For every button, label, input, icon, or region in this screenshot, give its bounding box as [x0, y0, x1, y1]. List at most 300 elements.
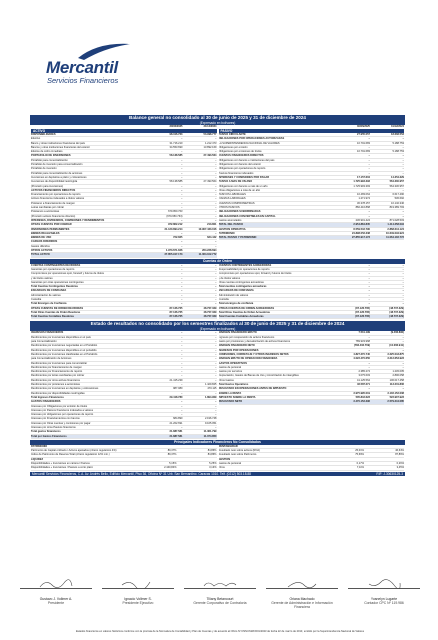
row-value: –: [215, 263, 217, 267]
row-value: –: [181, 352, 183, 356]
row-value: 4.022.470.650: [353, 357, 370, 361]
row-label: PASIVO CIRCULANTE: [218, 133, 246, 136]
row-label: Intereses por obligaciones por operaciones de reporto: [31, 413, 94, 417]
row-label: Total Cuentas Contables Acreedoras: [218, 315, 264, 319]
row-value: (48.707.329): [389, 306, 404, 310]
row-value: –: [181, 297, 183, 301]
row-label: CUENTAS CONTINGENTES DEUDORAS: [31, 263, 81, 267]
footer-bar: [30, 472, 405, 476]
row-value: 3.225.043.875: [387, 352, 404, 356]
activo-rows: [31, 133, 217, 258]
row-label: LA SUPERINTENDENCIA NACIONAL DE VALORES: [218, 141, 280, 145]
row-value: 5,15%: [169, 462, 177, 466]
row-value: 34.553.690: [169, 145, 183, 149]
row-value: –: [368, 348, 370, 352]
row-value: –: [368, 158, 370, 162]
row-value: 1.894.909: [204, 395, 217, 399]
row-value: 11.074.850: [203, 434, 217, 438]
row-value: –: [402, 188, 404, 192]
row-label: y de títulos valores: [218, 276, 241, 280]
row-value: –: [402, 137, 404, 141]
row-label: Inversiones en depósitos a plazo y colocaciones: [31, 175, 87, 179]
row-value: 31.716.210: [169, 141, 183, 145]
row-value: 113.201.806: [389, 383, 404, 387]
row-value: 4.827.270.740: [353, 352, 370, 356]
row-value: 564.330.957: [389, 184, 404, 188]
indicadores-left-rows: [30, 445, 218, 471]
row-value: 9.165.051: [204, 421, 217, 425]
row-value: –: [181, 263, 183, 267]
row-value: –: [215, 231, 217, 235]
row-label: Bancos y otras instituciones financieras del exterior: [31, 145, 90, 149]
row-value: 0,26%: [396, 462, 404, 466]
row-value: –: [368, 280, 370, 284]
row-value: 106.017.458: [389, 378, 404, 382]
row-value: 10.791.683: [357, 150, 370, 154]
row-label: Administración de valores: [218, 293, 249, 297]
pasivo-rows: [219, 133, 405, 240]
row-label: Resultado neto sobre activos (ROA): [218, 449, 261, 453]
row-label: Depreciación, Gastos de Bienes de Uso y Amortización de intangibles: [218, 374, 299, 378]
row-value: –: [402, 289, 404, 293]
resultados-columns: [30, 331, 405, 438]
row-label: OTROS ACTIVOS: [31, 249, 53, 253]
row-value: 505.842.623: [355, 395, 370, 399]
row-label: Intereses por otros Pasivos financieros: [31, 426, 76, 429]
row-value: –: [215, 244, 217, 248]
row-label: Obligaciones con bancos e instituciones del país: [218, 158, 275, 162]
row-label: Total Cuentas Contingentes Deudoras: [31, 285, 78, 289]
row-label: Total encargos de confianza: [218, 302, 254, 306]
row-value: 46,64%: [395, 449, 404, 453]
row-label: Total Encargos de Confianza: [31, 302, 67, 306]
row-label: Gastos acumulados: [218, 218, 242, 222]
resultados-left-rows: [30, 331, 218, 438]
row-label: CARGOS DIFERIDOS: [31, 240, 58, 244]
row-value: 2.196.748: [204, 417, 217, 421]
row-value: –: [215, 276, 217, 280]
row-value: 10.791.683: [357, 141, 370, 145]
row-value: 871.028.503: [389, 218, 404, 222]
row-value: –: [368, 297, 370, 301]
row-label: (Provisión para inversiones): [31, 184, 64, 188]
row-label: Compromisos por operaciones spot, forward y futuros de títulos: [31, 272, 104, 276]
row-label: Efectivo: [31, 137, 41, 141]
row-value: 2.896.058: [392, 374, 404, 378]
resultados-title: Estado de resultados no consolidado por los semestres finalizados al 30 de junio de 2025 y 31 de diciembre de 2024: [90, 321, 345, 327]
row-value: –: [181, 383, 183, 387]
row-label: OTROS PASIVOS: [218, 206, 240, 210]
row-label: Ingresos por recuperación de activos financieros: [218, 335, 275, 339]
row-value: –: [215, 158, 217, 162]
row-label: Total Cuentas Contables Deudoras: [31, 315, 74, 319]
row-value: –: [181, 344, 183, 348]
row-label: Disponibilidades + Inversiones / Pasivos a corto plazo: [31, 466, 93, 470]
row-value: –: [215, 201, 217, 205]
row-value: –: [368, 272, 370, 276]
row-value: 14.354.329: [391, 175, 404, 179]
row-label: Total Otras Cuentas de Orden Acreedoras: [218, 310, 270, 314]
row-value: (679.950.763): [166, 214, 183, 218]
row-label: FIANZAS LABORALES: [218, 197, 246, 201]
brand-name: Mercantil: [46, 58, 118, 77]
row-label: Rendimientos por letras cambiarias por cobrar: [31, 374, 85, 378]
row-value: –: [402, 267, 404, 271]
row-value: –: [215, 193, 217, 197]
signature-name: Ignacio Vollmer S.: [124, 597, 152, 601]
row-value: –: [181, 370, 183, 374]
signature-4: [266, 588, 338, 609]
row-value: 3.212.653.923: [387, 357, 404, 361]
row-value: 21.202.691: [169, 421, 183, 425]
row-value: –: [402, 297, 404, 301]
row-label: Intereses por Obligaciones por emisión de títulos: [31, 404, 88, 408]
row-label: RESULTADO NETO: [218, 400, 243, 404]
row-value: (87.126.765): [355, 310, 370, 314]
row-value: 21.415.239: [169, 378, 183, 382]
row-value: 2.579.244.085: [387, 400, 404, 404]
row-value: 11.064.102.772: [386, 236, 404, 240]
row-value: 1.271.974: [358, 197, 370, 201]
row-label: Portafolio de inversión: [31, 167, 57, 171]
row-label: COMISIONES, CORRETAJE Y OTROS INGRESOS NETOS: [218, 352, 289, 356]
row-value: –: [181, 167, 183, 171]
row-value: –: [215, 370, 217, 374]
row-value: 17.157.604: [357, 175, 370, 179]
row-value: 10.649.094.924: [385, 231, 404, 235]
row-value: –: [181, 188, 183, 192]
table-row: [219, 315, 405, 319]
row-value: –: [215, 214, 217, 218]
row-value: –: [368, 293, 370, 297]
row-label: SOBRE LA RENTA: [218, 391, 242, 395]
row-value: 58.138.585: [169, 154, 183, 158]
row-value: 972.862.212: [168, 223, 183, 227]
row-value: –: [215, 289, 217, 293]
indicadores-title-bar: Principales Indicadores Financieros No Consolidados: [30, 440, 405, 445]
balance-columns: [30, 125, 405, 258]
row-label: OTRAS CUENTAS DE ORDEN DEUDORAS: [31, 306, 84, 310]
row-value: 1.429.825: [204, 383, 217, 387]
row-label: Intereses por Financiamientos con bancos: [31, 417, 80, 421]
row-value: 87.126.765: [169, 310, 183, 314]
row-value: –: [181, 206, 183, 210]
row-value: 564.330.957: [389, 180, 404, 184]
row-value: (10.066.941): [389, 344, 404, 348]
row-value: 21.887.581: [169, 434, 183, 438]
row-value: –: [402, 335, 404, 339]
row-value: –: [215, 361, 217, 365]
row-value: 87.126.765: [169, 306, 183, 310]
row-value: (87.126.765): [355, 306, 370, 310]
row-value: [324, 458, 364, 461]
signature-5: [348, 588, 420, 609]
signature-scribble-icon: [366, 579, 402, 589]
row-value: –: [215, 184, 217, 188]
orden-columns: [30, 264, 405, 320]
row-value: –: [181, 240, 183, 244]
row-value: –: [368, 163, 370, 167]
row-value: –: [368, 335, 370, 339]
row-value: –: [215, 218, 217, 222]
row-label: para Comercialización: [31, 340, 57, 344]
row-value: 11.361.799: [203, 430, 217, 434]
row-value: 3.075.603: [358, 374, 370, 378]
row-value: –: [402, 263, 404, 267]
row-value: –: [215, 293, 217, 297]
row-value: 27.855.917.173: [164, 253, 183, 257]
row-value: –: [215, 331, 217, 335]
row-value: –: [181, 293, 183, 297]
row-label: Rendimientos por Financiamiento de reporto: [31, 370, 83, 374]
row-value: (9.466.890): [390, 331, 404, 335]
row-value: 27.855.917.173: [351, 236, 370, 240]
row-value: –: [181, 365, 183, 369]
row-value: 5,25%: [209, 462, 217, 466]
signature-scribble-icon: [202, 579, 238, 589]
row-value: –: [181, 175, 183, 179]
row-label: Obligaciones por emisión: [218, 145, 248, 149]
row-label: INTERESES, DIVIDENDOS, COMISIONES Y RENDIMIENTOS: [31, 218, 105, 222]
row-label: Banco y otras instituciones financieras del país: [31, 141, 85, 145]
row-value: –: [368, 361, 370, 365]
row-value: –: [181, 340, 183, 344]
row-label: Efectos de cobro inmediato: [31, 150, 63, 154]
signature-role: Presidente: [47, 601, 65, 605]
row-label: INGRESOS POR OPERACIONES: [218, 348, 259, 352]
row-label: Intereses por Otras cuentas y comisiones por pagar: [31, 421, 91, 425]
row-label: OTRAS CUENTAS DE ORDEN ACREEDORAS: [218, 306, 275, 310]
row-label: Portafolio para comercialización de acciones: [31, 171, 83, 175]
row-value: 41.125.564: [357, 378, 370, 382]
row-value: 5.188.753: [392, 141, 404, 145]
row-value: –: [368, 214, 370, 218]
col-date-2: 31/12/2024: [203, 125, 217, 128]
row-value: 46.587.271: [357, 383, 370, 387]
signature-scribble-icon: [284, 579, 320, 589]
row-value: 27.493.564: [203, 154, 217, 158]
signature-role: Presidente Ejecutivo: [122, 601, 154, 605]
row-value: 634.442: [207, 236, 217, 240]
signature-scribble-icon: [120, 579, 156, 589]
row-value: 3,13%: [209, 466, 217, 470]
table-row: [31, 435, 217, 439]
row-value: 10.132.346: [391, 201, 404, 205]
signature-name: Tiliany Betancourt: [206, 597, 234, 601]
row-value: –: [181, 201, 183, 205]
row-label: PORTAFOLIO DE INVERSIONES: [31, 154, 71, 158]
row-value: –: [215, 344, 217, 348]
row-value: 30.378.157: [357, 201, 370, 205]
row-value: –: [368, 145, 370, 149]
row-value: –: [215, 167, 217, 171]
row-value: –: [402, 158, 404, 162]
row-value: –: [368, 289, 370, 293]
row-value: –: [402, 348, 404, 352]
row-value: –: [368, 302, 370, 306]
row-value: –: [181, 391, 183, 395]
row-value: 25,01%: [355, 449, 364, 453]
signature-role: Gerente Corporativo de Contraloría: [193, 601, 247, 605]
balance-subtitle: (Expresado en bolívares): [199, 121, 236, 125]
row-label: BIENES DE USO: [31, 236, 52, 240]
row-value: –: [402, 293, 404, 297]
pasivo-header: [219, 125, 405, 129]
row-value: 3.102.152.008: [387, 391, 404, 395]
row-value: –: [402, 280, 404, 284]
row-value: 1.725.993.393: [353, 180, 370, 184]
row-value: 2.868.644.124: [387, 227, 404, 231]
balance-title: Balance general no consolidado al 30 de junio de 2025 y 31 de diciembre de 2024: [129, 115, 306, 120]
col-date-2: 31/12/2024: [391, 125, 404, 128]
row-value: –: [181, 413, 183, 417]
row-value: 1.973.671.846: [165, 249, 183, 253]
row-value: (87.126.765): [355, 315, 370, 319]
row-label: GASTOS FINANCIEROS: [31, 400, 61, 404]
row-label: Custodia: [218, 297, 229, 301]
row-label: Rendimientos por inversiones clasificadas en el Portafolio: [31, 352, 98, 356]
row-value: 98.316.763: [169, 133, 183, 136]
row-value: –: [181, 400, 183, 404]
row-label: OBLIGACIONES SUBORDINADAS: [218, 210, 261, 214]
row-value: –: [215, 210, 217, 214]
row-label: IMPUESTO SOBRE LA RENTA: [218, 395, 256, 399]
row-label: Gastos de personal: [218, 365, 241, 369]
row-value: 11.064.102.772: [198, 253, 217, 257]
row-value: –: [368, 365, 370, 369]
row-label: Rendimientos por inversiones disponibles en el portafolio: [31, 348, 97, 352]
row-label: Letras cambiarias por cobrar: [31, 206, 65, 210]
row-label: Índice de Patrimonio de Reserva Total (criterio regulatorio 12% mín.): [31, 453, 110, 457]
row-value: –: [215, 413, 217, 417]
row-label: INVERSIONES PERMANENTES: [31, 227, 70, 231]
row-value: –: [181, 171, 183, 175]
pasivo-column: [218, 125, 406, 258]
activo-section-header: ACTIVO: [31, 129, 217, 134]
row-label: Rendimientos por otros activos financieros: [31, 378, 80, 382]
orden-title-bar: Cuentas de Orden: [30, 259, 405, 264]
row-value: –: [402, 365, 404, 369]
row-label: Garantías por operaciones de reporto: [31, 267, 75, 271]
row-value: 21.120.894.214: [164, 227, 183, 231]
pasivo-section-header: PASIVO: [219, 129, 405, 134]
footer-address: Mercantil Servicios Financieros, C.A. Av. Andrés Bello, Edificio Mercantil, Piso 36, Oficina Nº 31 Urb. San Bernardino. Caracas 1010. Telf. (0212) 503.18.88: [32, 471, 251, 476]
signature-scribble-icon: [38, 579, 74, 589]
row-value: –: [215, 357, 217, 361]
row-label: GESTIÓN OPERATIVA: [218, 227, 246, 231]
row-label: Total Ingresos Financieros: [31, 395, 64, 399]
row-label: RENTABILIDAD: [218, 444, 238, 448]
row-value: –: [215, 240, 217, 244]
row-value: 536.692: [394, 197, 404, 201]
brand-tagline: Servicios Financieros: [47, 76, 119, 85]
indicadores-columns: [30, 445, 405, 471]
row-value: 1.725.993.393: [353, 184, 370, 188]
row-label: Otros Gastos: [218, 378, 234, 382]
row-label: Obligaciones con bancos a más de un año: [218, 184, 268, 188]
row-value: [137, 458, 177, 461]
row-value: –: [181, 276, 183, 280]
row-value: 789.933.968: [355, 340, 370, 344]
row-value: 679.950.763: [168, 210, 183, 214]
row-value: –: [402, 285, 404, 289]
row-value: –: [402, 340, 404, 344]
row-value: 27.955.057: [357, 133, 370, 136]
row-value: 3.975.995.019: [353, 391, 370, 395]
row-value: –: [215, 365, 217, 369]
row-value: –: [181, 184, 183, 188]
row-label: Garantías por otras operaciones contingentes: [31, 280, 84, 284]
row-value: (48.707.329): [389, 310, 404, 314]
row-label: LIQUIDEZ: [31, 457, 44, 461]
row-value: –: [215, 340, 217, 344]
row-value: (48.707.329): [389, 315, 404, 319]
row-label: Otras obligaciones a más de un año: [218, 188, 261, 192]
indicadores-right-rows: [218, 445, 406, 471]
row-value: –: [402, 210, 404, 214]
row-value: –: [181, 302, 183, 306]
row-label: MARGEN FINANCIERO BRUTO: [218, 331, 257, 335]
row-label: RESULTADO EN OPERACIONES ANTES DE IMPUESTO: [218, 387, 287, 391]
row-value: –: [181, 193, 183, 197]
row-value: –: [368, 276, 370, 280]
row-value: –: [215, 374, 217, 378]
row-label: OBLIGACIONES POR OPERACIONES AUTORIZADAS: [218, 137, 285, 141]
row-label: ENCARGOS DE CONFIANZA: [218, 289, 254, 293]
row-value: 2.954.884.835: [353, 223, 370, 227]
signature-name: Yusnelyn Lugarte: [370, 597, 398, 601]
row-label: Otros: [218, 466, 225, 470]
row-value: –: [215, 285, 217, 289]
row-value: –: [402, 361, 404, 365]
row-value: [324, 445, 364, 448]
row-value: [177, 445, 217, 448]
resultados-title-bar: [30, 321, 405, 331]
row-value: (782.402.769): [353, 344, 370, 348]
row-value: [177, 458, 217, 461]
row-value: –: [215, 302, 217, 306]
row-label: PASIVO A MÁS DE UN AÑO: [218, 180, 253, 184]
row-value: –: [181, 289, 183, 293]
footer-rif: RIF: J-30630125-3: [376, 471, 403, 476]
col-date-1: 30/06/2025: [169, 125, 183, 128]
row-value: 84,86%: [207, 453, 217, 457]
row-value: –: [402, 302, 404, 306]
row-value: –: [368, 171, 370, 175]
row-value: –: [215, 150, 217, 154]
row-value: 10.483.064: [357, 193, 370, 197]
row-value: –: [215, 163, 217, 167]
row-label: Pasivos financieros indexados: [218, 171, 254, 175]
row-value: –: [368, 263, 370, 267]
signature-role: Gerente de Administración e Información Financiera: [271, 601, 333, 609]
financial-statement-sheet: [30, 115, 405, 476]
row-label: Disponibilidades + Inversiones en cartera / Pasivos: [31, 462, 90, 466]
table-row: [31, 466, 217, 470]
row-label: Total gastos financieros: [31, 430, 61, 434]
row-value: –: [215, 171, 217, 175]
row-value: –: [402, 387, 404, 391]
row-label: Patrimonio de Capital ordinario / Activos ajustados (criterio regulatorio 4%): [31, 449, 117, 453]
row-value: 5.188.753: [392, 150, 404, 154]
row-value: –: [215, 272, 217, 276]
row-label: CUENTAS CONTINGENTES ACREEDORAS: [218, 263, 272, 267]
row-value: –: [181, 426, 183, 429]
orden-right-rows: [218, 264, 406, 320]
row-value: –: [402, 171, 404, 175]
row-value: 7.531.199: [358, 331, 370, 335]
row-value: –: [368, 188, 370, 192]
